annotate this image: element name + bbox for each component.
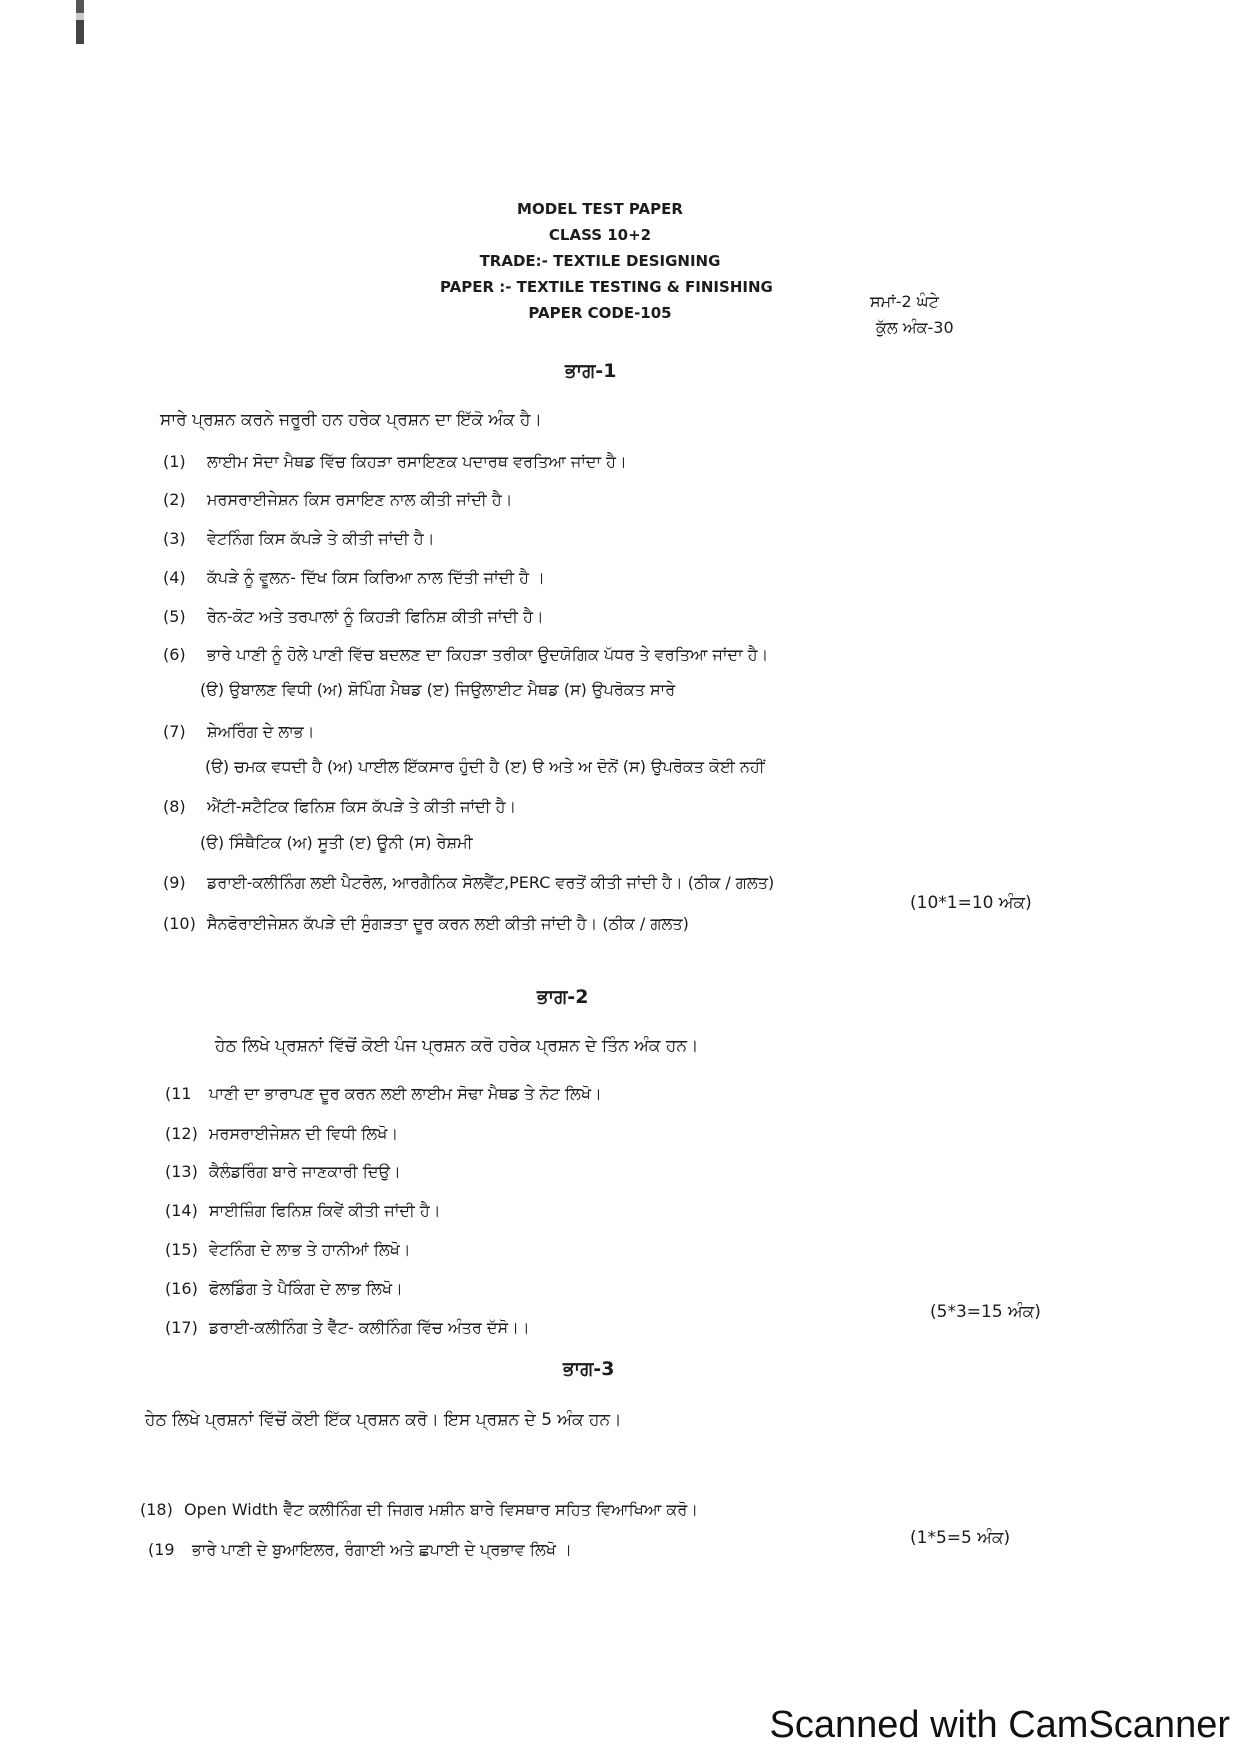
question-number: (7): [163, 722, 186, 741]
question-number: (3): [163, 529, 186, 548]
question-10: [163, 914, 689, 934]
part2-marks: (5*3=15 ਅੰਕ): [930, 1302, 1041, 1322]
question-6-options: (ੳ) ਉਬਾਲਣ ਵਿਧੀ (ਅ) ਸ਼ੋਪਿੰਗ ਮੈਥਡ (ੲ) ਜਿਉਲਾਈਟ ਮੈਥਡ (ਸ) ਉਪਰੋਕਤ ਸਾਰੇ: [200, 680, 676, 699]
question-12: [165, 1124, 398, 1144]
part1-marks: (10*1=10 ਅੰਕ): [910, 893, 1032, 913]
part3-instruction: ਹੇਠ ਲਿਖੇ ਪ੍ਰਸ਼ਨਾਂ ਵਿੱਚੋਂ ਕੋਈ ਇੱਕ ਪ੍ਰਸ਼ਨ ਕਰੋ। ਇਸ ਪ੍ਰਸ਼ਨ ਦੇ 5 ਅੰਕ ਹਨ।: [145, 1410, 622, 1430]
total-marks: ਕੁੱਲ ਅੰਕ-30: [876, 318, 954, 337]
question-number: (4): [163, 568, 186, 587]
part1-title: ਭਾਗ-1: [565, 360, 617, 382]
paper-trade: TRADE:- TEXTILE DESIGNING: [479, 252, 721, 270]
question-text: ਡਰਾਈ-ਕਲੀਨਿੰਗ ਤੇ ਵੈੱਟ- ਕਲੀਨਿੰਗ ਵਿੱਚ ਅੰਤਰ ਦੱਸੋ।।: [209, 1318, 530, 1337]
question-text: ਮਰਸਰਾਈਜੇਸ਼ਨ ਕਿਸ ਰਸਾਇਣ ਨਾਲ ਕੀਤੀ ਜਾਂਦੀ ਹੈ।: [207, 490, 513, 509]
question-text: ਰੇਨ-ਕੋਟ ਅਤੇ ਤਰਪਾਲਾਂ ਨੂੰ ਕਿਹੜੀ ਫਿਨਿਸ਼ ਕੀਤੀ ਜਾਂਦੀ ਹੈ।: [207, 607, 544, 626]
question-text: ਪਾਣੀ ਦਾ ਭਾਰਾਪਣ ਦੂਰ ਕਰਨ ਲਈ ਲਾਈਮ ਸੋਢਾ ਮੈਥਡ ਤੇ ਨੋਟ ਲਿਖੋ।: [209, 1084, 602, 1103]
question-text: ਲਾਈਮ ਸੋਦਾ ਮੈਥਡ ਵਿੱਚ ਕਿਹੜਾ ਰਸਾਇਣਕ ਪਦਾਰਥ ਵਰਤਿਆ ਜਾਂਦਾ ਹੈ।: [207, 452, 627, 471]
question-number: (1): [163, 452, 186, 471]
question-2: [163, 490, 512, 510]
paper-subject: PAPER :- TEXTILE TESTING & FINISHING: [440, 278, 773, 296]
question-7-options: (ੳ) ਚਮਕ ਵਧਦੀ ਹੈ (ਅ) ਪਾਈਲ ਇੱਕਸਾਰ ਹੁੰਦੀ ਹੈ (ੲ) ੳ ਅਤੇ ਅ ਦੋਨੋਂ (ਸ) ਉਪਰੋਕਤ ਕੋਈ ਨਹੀਂ: [205, 757, 765, 776]
question-16: [165, 1279, 403, 1299]
question-text: ਸੈਨਫੋਰਾਈਜੇਸ਼ਨ ਕੱਪੜੇ ਦੀ ਸੁੰਗੜਤਾ ਦੂਰ ਕਰਨ ਲਈ ਕੀਤੀ ਜਾਂਦੀ ਹੈ। (ਠੀਕ / ਗਲਤ): [207, 914, 689, 933]
time-allowed: ਸਮਾਂ-2 ਘੰਟੇ: [870, 292, 939, 311]
question-number: (5): [163, 607, 186, 626]
scanner-watermark: Scanned with CamScanner: [769, 1704, 1230, 1746]
question-text: ਕੈਲੰਡਰਿੰਗ ਬਾਰੇ ਜਾਣਕਾਰੀ ਦਿਉ।: [209, 1162, 401, 1181]
question-text: ਡਰਾਈ-ਕਲੀਨਿੰਗ ਲਈ ਪੈਟਰੋਲ, ਆਰਗੈਨਿਕ ਸੋਲਵੈਂਟ,PERC ਵਰਤੋਂ ਕੀਤੀ ਜਾਂਦੀ ਹੈ। (ਠੀਕ / ਗਲਤ): [207, 873, 775, 892]
question-3: [163, 529, 435, 549]
question-8-options: (ੳ) ਸਿੰਥੈਟਿਕ (ਅ) ਸੂਤੀ (ੲ) ਊਨੀ (ਸ) ਰੇਸ਼ਮੀ: [200, 833, 473, 852]
question-1: [163, 452, 627, 472]
question-18: [140, 1500, 698, 1520]
question-number: (9): [163, 873, 186, 892]
question-text: ਐਂਟੀ-ਸਟੈਟਿਕ ਫਿਨਿਸ਼ ਕਿਸ ਕੱਪੜੇ ਤੇ ਕੀਤੀ ਜਾਂਦੀ ਹੈ।: [207, 797, 517, 816]
question-number: (15): [165, 1240, 198, 1259]
question-17: [165, 1318, 530, 1338]
question-14: [165, 1201, 441, 1221]
paper-class: CLASS 10+2: [548, 226, 652, 244]
question-11: [165, 1084, 602, 1104]
question-number: (11: [165, 1084, 192, 1103]
question-19: [148, 1540, 572, 1560]
question-number: (18): [140, 1500, 173, 1519]
part2-instruction: ਹੇਠ ਲਿਖੇ ਪ੍ਰਸ਼ਨਾਂ ਵਿੱਚੋਂ ਕੋਈ ਪੰਜ ਪ੍ਰਸ਼ਨ ਕਰੋ ਹਰੇਕ ਪ੍ਰਸ਼ਨ ਦੇ ਤਿੰਨ ਅੰਕ ਹਨ।: [215, 1036, 699, 1056]
question-number: (13): [165, 1162, 198, 1181]
paper-title: MODEL TEST PAPER: [517, 200, 683, 218]
question-text: Open Width ਵੈੱਟ ਕਲੀਨਿੰਗ ਦੀ ਜਿਗਰ ਮਸ਼ੀਨ ਬਾਰੇ ਵਿਸਥਾਰ ਸਹਿਤ ਵਿਆਖਿਆ ਕਰੋ।: [184, 1500, 699, 1519]
question-number: (17): [165, 1318, 198, 1337]
question-text: ਵੇਟਨਿੰਗ ਦੇ ਲਾਭ ਤੇ ਹਾਨੀਆਂ ਲਿਖੋ।: [209, 1240, 411, 1259]
question-text: ਕੱਪੜੇ ਨੂੰ ਵੂਲਨ- ਦਿੱਖ ਕਿਸ ਕਿਰਿਆ ਨਾਲ ਦਿੱਤੀ ਜਾਂਦੀ ਹੈ ।: [207, 568, 545, 587]
question-6: [163, 645, 768, 665]
question-number: (12): [165, 1124, 198, 1143]
question-text: ਸਾਈਜ਼ਿੰਗ ਫਿਨਿਸ਼ ਕਿਵੇਂ ਕੀਤੀ ਜਾਂਦੀ ਹੈ।: [209, 1201, 441, 1220]
question-number: (2): [163, 490, 186, 509]
part2-title: ਭਾਗ-2: [537, 986, 589, 1008]
question-number: (19: [148, 1540, 175, 1559]
question-9: [163, 873, 774, 893]
question-text: ਸ਼ੇਅਰਿੰਗ ਦੇ ਲਾਭ।: [207, 722, 315, 741]
paper-code: PAPER CODE-105: [528, 304, 672, 322]
question-number: (6): [163, 645, 186, 664]
question-text: ਭਾਰੇ ਪਾਣੀ ਦੇ ਬੁਆਇਲਰ, ਰੰਗਾਈ ਅਤੇ ਛਪਾਈ ਦੇ ਪ੍ਰਭਾਵ ਲਿਖੋ ।: [192, 1540, 572, 1559]
part3-title: ਭਾਗ-3: [563, 1358, 615, 1380]
question-text: ਵੇਟਨਿੰਗ ਕਿਸ ਕੱਪੜੇ ਤੇ ਕੀਤੀ ਜਾਂਦੀ ਹੈ।: [207, 529, 435, 548]
question-text: ਮਰਸਰਾਈਜੇਸ਼ਨ ਦੀ ਵਿਧੀ ਲਿਖੋ।: [209, 1124, 399, 1143]
question-5: [163, 607, 544, 627]
question-7: [163, 722, 314, 742]
part1-instruction: ਸਾਰੇ ਪ੍ਰਸ਼ਨ ਕਰਨੇ ਜਰੂਰੀ ਹਨ ਹਰੇਕ ਪ੍ਰਸ਼ਨ ਦਾ ਇੱਕੋ ਅੰਕ ਹੈ।: [160, 410, 542, 430]
question-number: (10): [163, 914, 196, 933]
question-number: (14): [165, 1201, 198, 1220]
scan-edge-mark: [76, 0, 84, 44]
question-8: [163, 797, 516, 817]
question-4: [163, 568, 545, 588]
paper-header: [440, 196, 773, 326]
question-15: [165, 1240, 411, 1260]
question-text: ਭਾਰੇ ਪਾਣੀ ਨੂੰ ਹੋਲੇ ਪਾਣੀ ਵਿੱਚ ਬਦਲਣ ਦਾ ਕਿਹੜਾ ਤਰੀਕਾ ਉਦਯੋਗਿਕ ਪੱਧਰ ਤੇ ਵਰਤਿਆ ਜਾਂਦਾ ਹੈ।: [207, 645, 769, 664]
question-13: [165, 1162, 401, 1182]
question-number: (8): [163, 797, 186, 816]
question-number: (16): [165, 1279, 198, 1298]
part3-marks: (1*5=5 ਅੰਕ): [910, 1528, 1011, 1548]
question-text: ਫੋਲਡਿੰਗ ਤੇ ਪੈਕਿੰਗ ਦੇ ਲਾਭ ਲਿਖੋ।: [209, 1279, 403, 1298]
